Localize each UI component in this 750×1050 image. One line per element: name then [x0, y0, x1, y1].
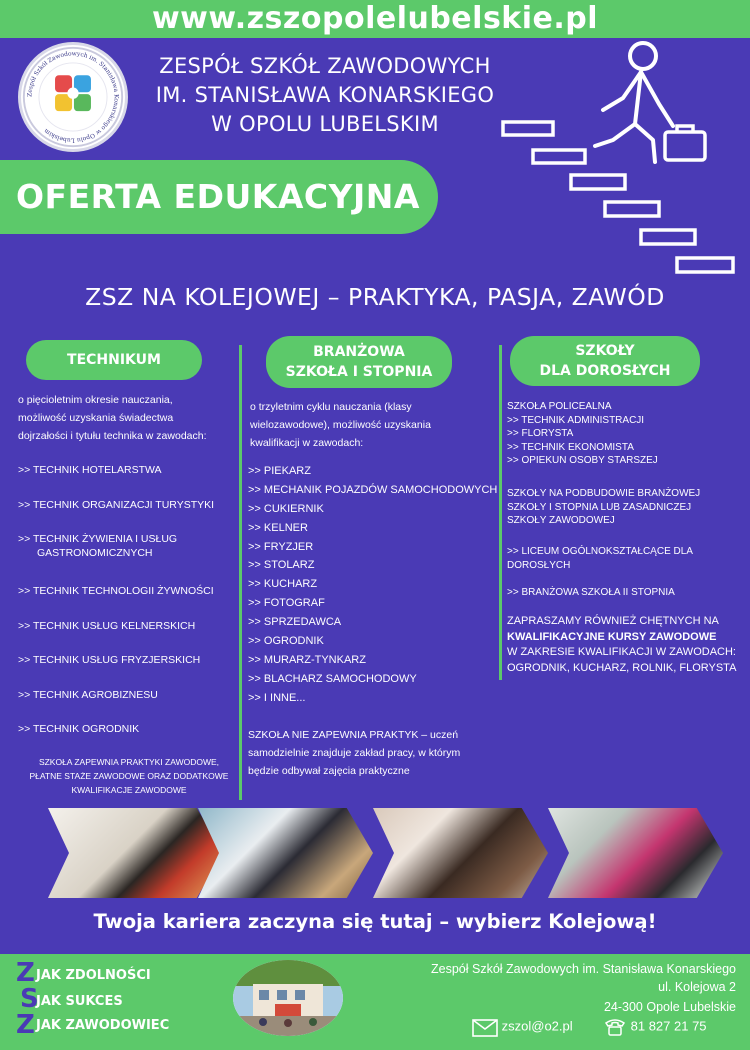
technikum-intro-line: o pięcioletnim okresie nauczania, [18, 394, 173, 406]
slogan-letter: S [20, 984, 39, 1014]
list-item: >> OGRODNIK [248, 635, 324, 648]
branzowa-note-line: samodzielnie znajduje zakład pracy, w którym [248, 747, 461, 759]
logo-graphic [21, 45, 125, 149]
slogan-line: JAK ZAWODOWIEC [36, 1018, 170, 1033]
list-item [18, 532, 238, 584]
email-contact[interactable] [472, 1017, 573, 1037]
column-divider [239, 345, 242, 800]
branzowa-note-line: będzie odbywał zajęcia praktyczne [248, 765, 410, 777]
technikum-intro [18, 391, 238, 445]
courses-invite-bold: KWALIFIKACYJNE KURSY ZAWODOWE [507, 630, 717, 643]
branzowa-intro-line: o trzyletnim cyklu nauczania (klasy [250, 401, 412, 413]
zsz-slogan [16, 960, 216, 1046]
phone-text[interactable]: 81 827 21 75 [630, 1018, 707, 1034]
footer-school-photo [233, 960, 343, 1036]
phone-icon [603, 1017, 627, 1037]
courses-invite-line: W ZAKRESIE KWALIFIKACJI W ZAWODACH: [507, 646, 736, 658]
website-url[interactable]: www.zszopolelubelskie.pl [151, 1, 599, 36]
stair-step [677, 258, 733, 272]
technikum-intro-line: możliwość uzyskania świadectwa [18, 412, 174, 424]
school-name-line: W OPOLU LUBELSKIM [211, 112, 439, 136]
list-item: >> TECHNIK HOTELARSTWA [18, 464, 162, 476]
list-item: >> MECHANIK POJAZDÓW SAMOCHODOWYCH [248, 483, 498, 496]
photo-reception [198, 808, 373, 898]
branzowa-list [248, 462, 498, 708]
stair-step [571, 175, 625, 189]
list-item-text: >> TECHNIK ŻYWIENIA I USŁUG [18, 533, 178, 545]
slogan-letter: Z [16, 1010, 35, 1040]
list-item: >> LICEUM OGÓLNOKSZTAŁCĄCE DLA [507, 546, 693, 557]
offer-title: OFERTA EDUKACYJNA [16, 177, 420, 216]
stair-step [605, 202, 659, 216]
list-item: DOROSŁYCH [507, 559, 571, 571]
technikum-heading [26, 340, 202, 380]
list-item: >> TECHNIK ADMINISTRACJI [507, 414, 645, 426]
dorosli-heading-line: SZKOŁY [575, 343, 635, 359]
list-item: >> TECHNIK OGRODNIK [18, 723, 140, 735]
branzowa-heading-line: SZKOŁA I STOPNIA [285, 364, 433, 380]
list-item: >> KELNER [248, 521, 308, 534]
dorosli-heading [510, 336, 700, 386]
stair-step [503, 122, 553, 135]
photo-strip [48, 808, 708, 898]
school-logo [18, 42, 128, 152]
courses-invite [507, 614, 747, 676]
technikum-note-line: SZKOŁA ZAPEWNIA PRAKTYKI ZAWODOWE, [38, 757, 220, 767]
list-item: >> FLORYSTA [507, 428, 574, 439]
podbudowa-list [507, 487, 742, 528]
list-item: >> STOLARZ [248, 559, 315, 572]
technikum-list [18, 463, 238, 757]
school-name [135, 52, 515, 139]
school-name-line: IM. STANISŁAWA KONARSKIEGO [155, 83, 495, 107]
branzowa-intro-line: wielozawodowe), możliwość uzyskania [250, 419, 431, 431]
liceum-list [507, 545, 742, 572]
website-bar [0, 0, 750, 38]
list-item: SZKOŁA POLICEALNA [507, 401, 612, 412]
list-item: >> MURARZ-TYNKARZ [248, 653, 366, 666]
stair-step [641, 230, 695, 244]
school-building-image [233, 960, 343, 1036]
list-item: >> PIEKARZ [248, 465, 311, 477]
list-item: >> I INNE... [248, 691, 306, 704]
dorosli-heading-line: DLA DOROSŁYCH [539, 363, 671, 379]
logo-ring-text: Zespół Szkół Zawodowych im. Stanisława Konarskiego w Opolu Lubelskim [26, 50, 120, 144]
list-item: >> KUCHARZ [248, 578, 318, 591]
slogan-line: JAK ZDOLNOŚCI [36, 968, 151, 983]
list-item: SZKOŁY ZAWODOWEJ [507, 515, 615, 526]
list-item-continuation: GASTRONOMICZNYCH [37, 547, 153, 559]
branzowa2-item: >> BRANŻOWA SZKOŁA II STOPNIA [507, 587, 675, 598]
branzowa-heading-line: BRANŻOWA [313, 344, 405, 360]
branzowa-intro-line: kwalifikacji w zawodach: [250, 437, 364, 449]
footer [0, 954, 750, 1050]
technikum-note [18, 755, 240, 797]
cta-text: Twoja kariera zaczyna się tutaj – wybierz Kolejową! [93, 910, 657, 933]
list-item: >> TECHNIK ORGANIZACJI TURYSTYKI [18, 498, 215, 511]
list-item: >> BLACHARZ SAMOCHODOWY [248, 672, 417, 685]
list-item: SZKOŁY I STOPNIA LUB ZASADNICZEJ [507, 501, 692, 513]
policealna-list [507, 400, 742, 468]
courses-invite-line: ZAPRASZAMY RÓWNIEŻ CHĘTNYCH NA [507, 615, 719, 627]
tagline: ZSZ NA KOLEJOWEJ – PRAKTYKA, PASJA, ZAWÓD [85, 283, 665, 311]
offer-banner [0, 160, 438, 234]
mail-icon [472, 1017, 498, 1037]
list-item: >> FOTOGRAF [248, 597, 325, 610]
branzowa-intro [250, 398, 490, 452]
photo-hairdresser [373, 808, 548, 898]
branzowa-note-line: SZKOŁA NIE ZAPEWNIA PRAKTYK – uczeń [248, 729, 459, 741]
photo-gastronomy [48, 808, 223, 898]
technikum-intro-line: dojrzałości i tytułu technika w zawodach: [18, 430, 207, 442]
phone-contact[interactable] [603, 1017, 707, 1037]
list-item: >> TECHNIK USŁUG KELNERSKICH [18, 619, 196, 632]
branzowa-note [248, 726, 494, 780]
list-item: SZKOŁY NA PODBUDOWIE BRANŻOWEJ [507, 488, 701, 499]
email-text[interactable]: zszol@o2.pl [501, 1018, 573, 1034]
technikum-heading-text: TECHNIKUM [67, 352, 161, 368]
technikum-note-line: PŁATNE STAŻE ZAWODOWE ORAZ DODATKOWE [29, 771, 229, 781]
slogan-letter: Z [16, 958, 35, 988]
list-item: >> SPRZEDAWCA [248, 616, 342, 629]
briefcase-icon [665, 126, 705, 160]
stairs-illustration [495, 34, 745, 284]
list-item: >> CUKIERNIK [248, 502, 324, 515]
list-item: >> TECHNIK TECHNOLOGII ŻYWNOŚCI [18, 585, 214, 597]
photo-tractor [548, 808, 723, 898]
column-divider [499, 345, 502, 680]
climbing-person-icon [595, 43, 673, 162]
list-item: >> TECHNIK EKONOMISTA [507, 441, 634, 453]
stair-step [533, 150, 585, 163]
technikum-note-line: KWALIFIKACJE ZAWODOWE [71, 785, 187, 795]
address-school-name: Zespół Szkół Zawodowych im. Stanisława Konarskiego [431, 962, 736, 976]
branzowa-heading [266, 336, 452, 388]
list-item: >> OPIEKUN OSOBY STARSZEJ [507, 455, 658, 466]
list-item: >> TECHNIK AGROBIZNESU [18, 688, 158, 701]
address-city: 24-300 Opole Lubelskie [603, 1000, 736, 1014]
slogan-line: JAK SUKCES [36, 994, 123, 1009]
list-item: >> TECHNIK USŁUG FRYZJERSKICH [18, 654, 201, 666]
list-item: >> FRYZJER [248, 540, 314, 553]
school-name-line: ZESPÓŁ SZKÓŁ ZAWODOWYCH [159, 54, 491, 78]
courses-invite-line: OGRODNIK, KUCHARZ, ROLNIK, FLORYSTA [507, 661, 737, 674]
address-street: ul. Kolejowa 2 [658, 980, 736, 994]
